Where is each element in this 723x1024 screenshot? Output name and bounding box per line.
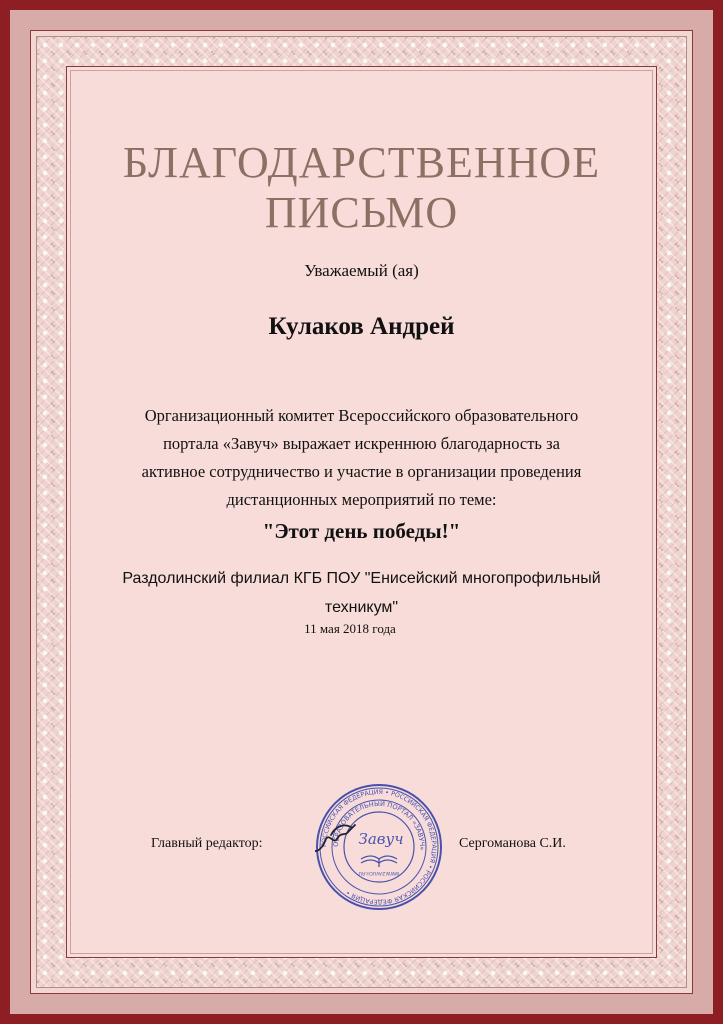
- book-icon: [361, 856, 397, 867]
- stamp-outer-textpath: РОССИЙСКАЯ ФЕДЕРАЦИЯ • РОССИЙСКАЯ ФЕДЕРАЦИЯ • РОССИЙСКАЯ ФЕДЕРАЦИЯ •: [320, 788, 438, 906]
- recipient-name: Кулаков Андрей: [268, 313, 455, 340]
- title-line-1: БЛАГОДАРСТВЕННОЕ: [122, 138, 601, 187]
- greeting: Уважаемый (ая): [304, 261, 419, 280]
- title-line-2: ПИСЬМО: [264, 188, 459, 237]
- event-theme: "Этот день победы!": [262, 519, 461, 543]
- issue-date: 11 мая 2018 года: [304, 621, 396, 636]
- official-stamp: [315, 783, 443, 911]
- editor-name: Сергоманова С.И.: [459, 836, 566, 851]
- organization-line: Раздолинский филиал КГБ ПОУ "Енисейский многопрофильный: [122, 570, 601, 587]
- body-line: Организационный комитет Всероссийского образовательного: [144, 406, 579, 425]
- body-line: активное сотрудничество и участие в организации проведения: [141, 462, 582, 481]
- organization-line: техникум": [324, 599, 399, 616]
- body-line: портала «Завуч» выражает искреннюю благодарность за: [163, 434, 560, 453]
- certificate-title: [66, 138, 657, 238]
- editor-label: Главный редактор:: [151, 836, 263, 851]
- organization: [100, 564, 623, 622]
- stamp-center-text: Завуч: [358, 830, 404, 848]
- stamp-middle-textpath: ОБРАЗОВАТЕЛЬНЫЙ ПОРТАЛ «ЗАВУЧ»: [331, 799, 427, 851]
- stamp-bottom-text: WWW.ZAVUCH.RU: [358, 870, 400, 875]
- body-line: дистанционных мероприятий по теме:: [226, 490, 497, 509]
- body-text: [110, 402, 613, 514]
